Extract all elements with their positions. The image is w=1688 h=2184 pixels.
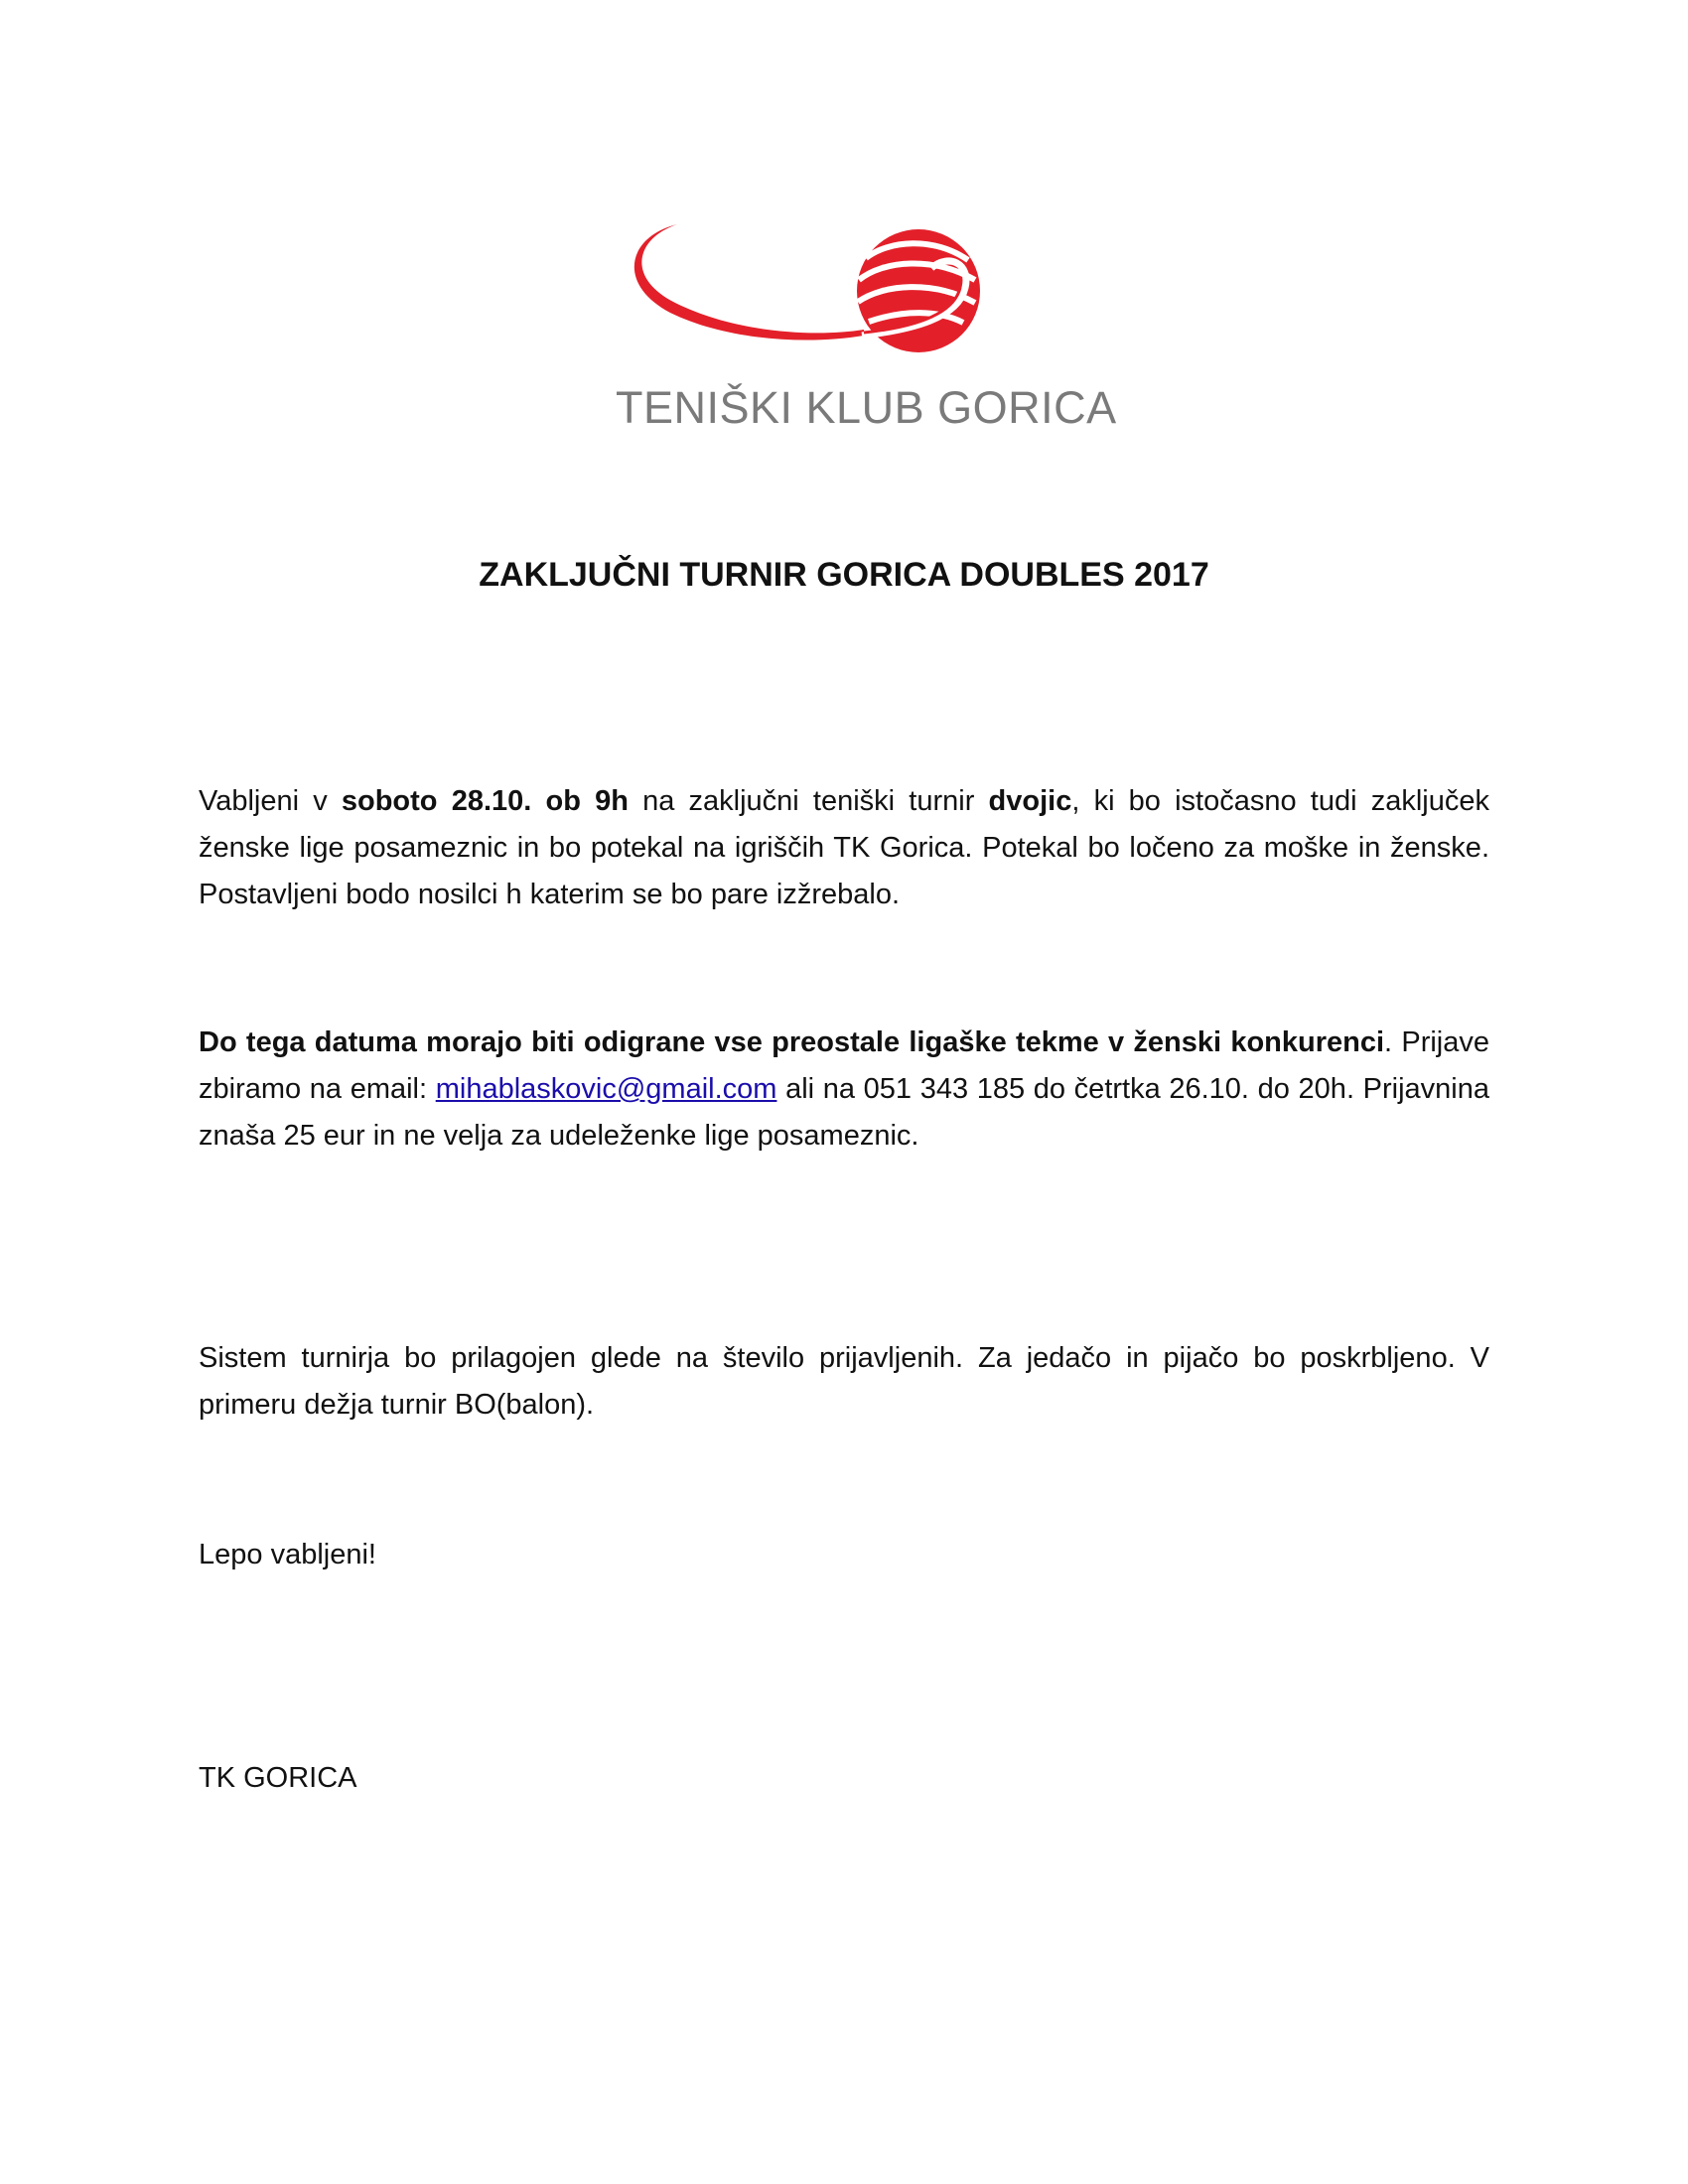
email-link[interactable]: mihablaskovic@gmail.com	[435, 1073, 777, 1105]
text-segment: Vabljeni v	[199, 785, 342, 817]
bold-league-notice: Do tega datuma morajo biti odigrane vse preostale ligaške tekme v ženski konkurenci	[199, 1026, 1385, 1058]
club-logo	[616, 218, 1117, 437]
club-name: TENIŠKI KLUB GORICA	[616, 382, 1117, 433]
bold-doubles: dvojic	[988, 785, 1072, 817]
paragraph-system: Sistem turnirja bo prilagojen glede na število prijavljenih. Za jedačo in pijačo bo poskrbljeno. V primeru dežja turnir BO(balon).	[199, 1342, 1489, 1421]
closing-line: Lepo vabljeni!	[199, 1539, 376, 1570]
document-title: ZAKLJUČNI TURNIR GORICA DOUBLES 2017	[479, 556, 1209, 594]
paragraph-invitation	[199, 778, 1489, 918]
tennis-ball-swoosh-icon	[616, 218, 1072, 377]
signature: TK GORICA	[199, 1762, 357, 1794]
text-segment: , ki bo istočasno tudi zaključek ženske lige posameznic in bo potekal na igriščih TK Gorica. Potekal bo ločeno za moške in ženske. Postavljeni bodo nosilci h katerim se bo pare izžrebalo.	[199, 785, 1489, 910]
text-segment: na zaključni teniški turnir	[628, 785, 989, 817]
text-segment: . Prijave zbiramo na email:	[199, 1026, 1489, 1105]
paragraph-registration	[199, 1020, 1489, 1160]
text-segment: ali na 051 343 185 do četrtka 26.10. do 20h. Prijavnina znaša 25 eur in ne velja za udeleženke lige posameznic.	[199, 1073, 1489, 1152]
bold-date-time: soboto 28.10. ob 9h	[341, 785, 629, 817]
